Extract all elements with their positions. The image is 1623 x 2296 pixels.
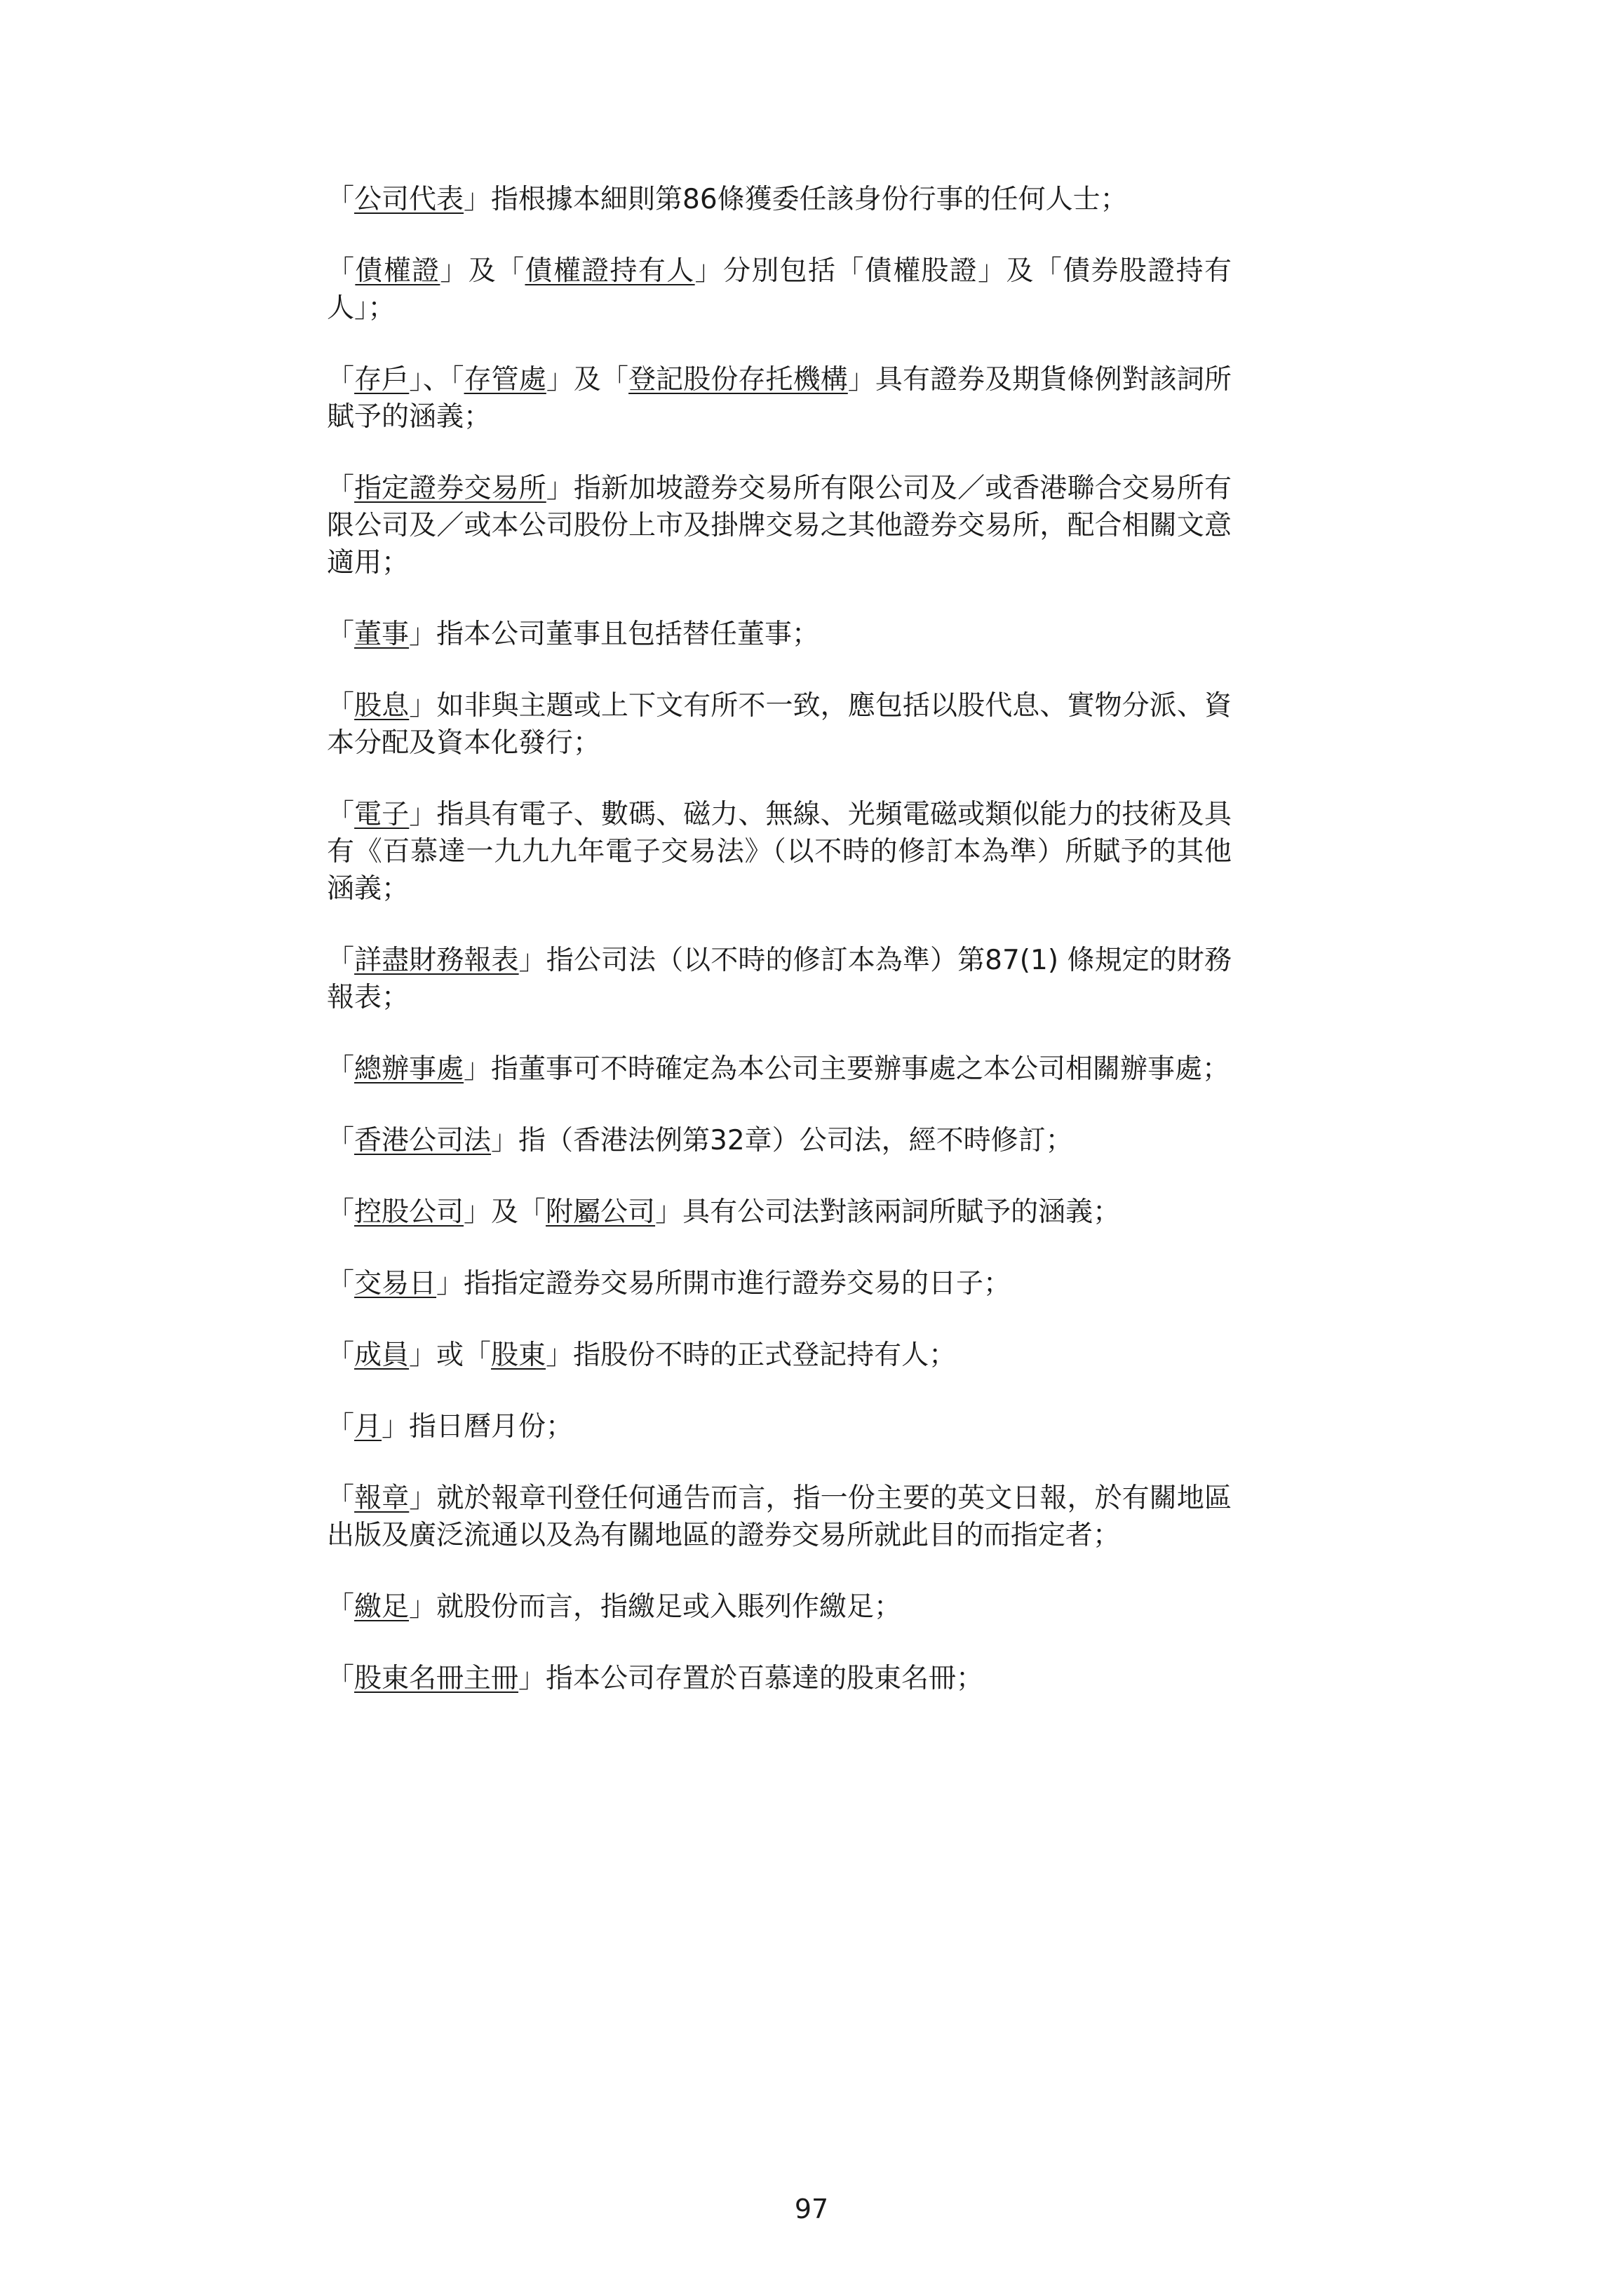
definition-entry (327, 1480, 1232, 1554)
definition-entry (327, 1265, 1232, 1302)
definition-text: 「 (327, 1125, 355, 1156)
defined-term: 總辦事處 (354, 1053, 464, 1085)
defined-term: 控股公司 (354, 1196, 464, 1228)
definition-text: 「 (327, 1196, 355, 1228)
defined-term: 電子 (354, 799, 410, 830)
definition-text: 「 (327, 473, 355, 504)
definition-text: 」指新加坡證券交易所有限公司及／或香港聯合交易所有限公司及／或本公司股份上市及掛牌交易之其他證券交易所，配合相關文意適用； (327, 473, 1232, 579)
definition-text: 」、「 (409, 364, 464, 396)
defined-term: 交易日 (354, 1268, 437, 1299)
definition-entry (327, 1122, 1232, 1159)
defined-term: 報章 (354, 1483, 410, 1514)
definition-text: 」指股份不時的正式登記持有人； (546, 1339, 957, 1371)
definition-text: 「 (327, 1591, 355, 1623)
definition-text: 「 (327, 255, 356, 287)
definition-text: 」指董事可不時確定為本公司主要辦事處之本公司相關辦事處； (464, 1053, 1230, 1085)
definition-entry (327, 1051, 1232, 1088)
definition-text: 「 (327, 1053, 355, 1085)
definition-entry (327, 361, 1232, 435)
definition-text: 」就於報章刊登任何通告而言，指一份主要的英文日報，於有關地區出版及廣泛流通以及為有關地區的證券交易所就此目的而指定者； (327, 1483, 1232, 1551)
definition-text: 」指（香港法例第32章）公司法，經不時修訂； (491, 1125, 1073, 1156)
defined-term: 存戶 (354, 364, 410, 396)
defined-term: 香港公司法 (354, 1125, 492, 1156)
definition-entry (327, 1660, 1232, 1697)
definition-text: 」具有公司法對該兩詞所賦予的涵義； (655, 1196, 1121, 1228)
definition-text: 「 (327, 1483, 355, 1514)
definition-text: 」如非與主題或上下文有所不一致，應包括以股代息、實物分派、資本分配及資本化發行； (327, 690, 1232, 759)
defined-term: 存管處 (464, 364, 546, 396)
definition-text: 」就股份而言，指繳足或入賬列作繳足； (409, 1591, 902, 1623)
definition-text: 」指具有電子、數碼、磁力、無線、光頻電磁或類似能力的技術及具有《百慕達一九九九年電子交易法》（以不時的修訂本為準）所賦予的其他涵義； (327, 799, 1232, 905)
definition-entry (327, 796, 1232, 907)
definition-text: 」及「 (440, 255, 525, 287)
definition-text: 「 (327, 184, 355, 215)
definition-entry (327, 942, 1232, 1016)
definition-text: 」指本公司存置於百慕達的股東名冊； (518, 1663, 984, 1694)
definition-entry (327, 252, 1232, 327)
definition-text: 「 (327, 1339, 355, 1371)
defined-term: 月 (354, 1411, 382, 1443)
definition-text: 」分別包括「債權股證」及「債券股證持有人」； (327, 255, 1232, 324)
definition-text: 」指根據本細則第86條獲委任該身份行事的任何人士； (464, 184, 1128, 215)
defined-term: 債權證持有人 (525, 255, 695, 287)
definition-text: 「 (327, 1663, 355, 1694)
definition-text: 「 (327, 690, 355, 722)
defined-term: 董事 (354, 619, 410, 650)
defined-term: 股東名冊主冊 (354, 1663, 519, 1694)
definition-text: 「 (327, 1268, 355, 1299)
defined-term: 公司代表 (354, 184, 464, 215)
definition-entry (327, 181, 1232, 218)
definition-text: 」指指定證券交易所開市進行證券交易的日子； (436, 1268, 1011, 1299)
definition-text: 」指公司法（以不時的修訂本為準）第87(1) 條規定的財務報表； (327, 945, 1232, 1013)
definition-text: 」及「 (546, 364, 629, 396)
defined-term: 指定證券交易所 (354, 473, 546, 504)
definition-text: 「 (327, 799, 355, 830)
definition-entry (327, 616, 1232, 653)
defined-term: 股東 (491, 1339, 546, 1371)
definition-text: 」及「 (464, 1196, 546, 1228)
defined-term: 登記股份存托機構 (628, 364, 848, 396)
defined-term: 成員 (354, 1339, 410, 1371)
definition-text: 「 (327, 945, 355, 976)
definition-entry (327, 1408, 1232, 1445)
definition-entry (327, 1337, 1232, 1374)
definition-text: 「 (327, 619, 355, 650)
definition-text: 「 (327, 1411, 355, 1443)
definition-entry (327, 1194, 1232, 1231)
definitions-list (327, 181, 1232, 1731)
definition-text: 」指本公司董事且包括替任董事； (409, 619, 820, 650)
definition-text: 」指日曆月份； (382, 1411, 574, 1443)
definition-text: 」或「 (409, 1339, 492, 1371)
defined-term: 附屬公司 (546, 1196, 656, 1228)
page-number: 97 (794, 2194, 829, 2224)
definition-entry (327, 1588, 1232, 1626)
defined-term: 債權證 (355, 255, 440, 287)
definition-text: 」具有證券及期貨條例對該詞所賦予的涵義； (327, 364, 1232, 433)
definition-entry (327, 687, 1232, 762)
definition-text: 「 (327, 364, 355, 396)
defined-term: 股息 (354, 690, 410, 722)
defined-term: 詳盡財務報表 (354, 945, 519, 976)
definition-entry (327, 470, 1232, 581)
defined-term: 繳足 (354, 1591, 410, 1623)
